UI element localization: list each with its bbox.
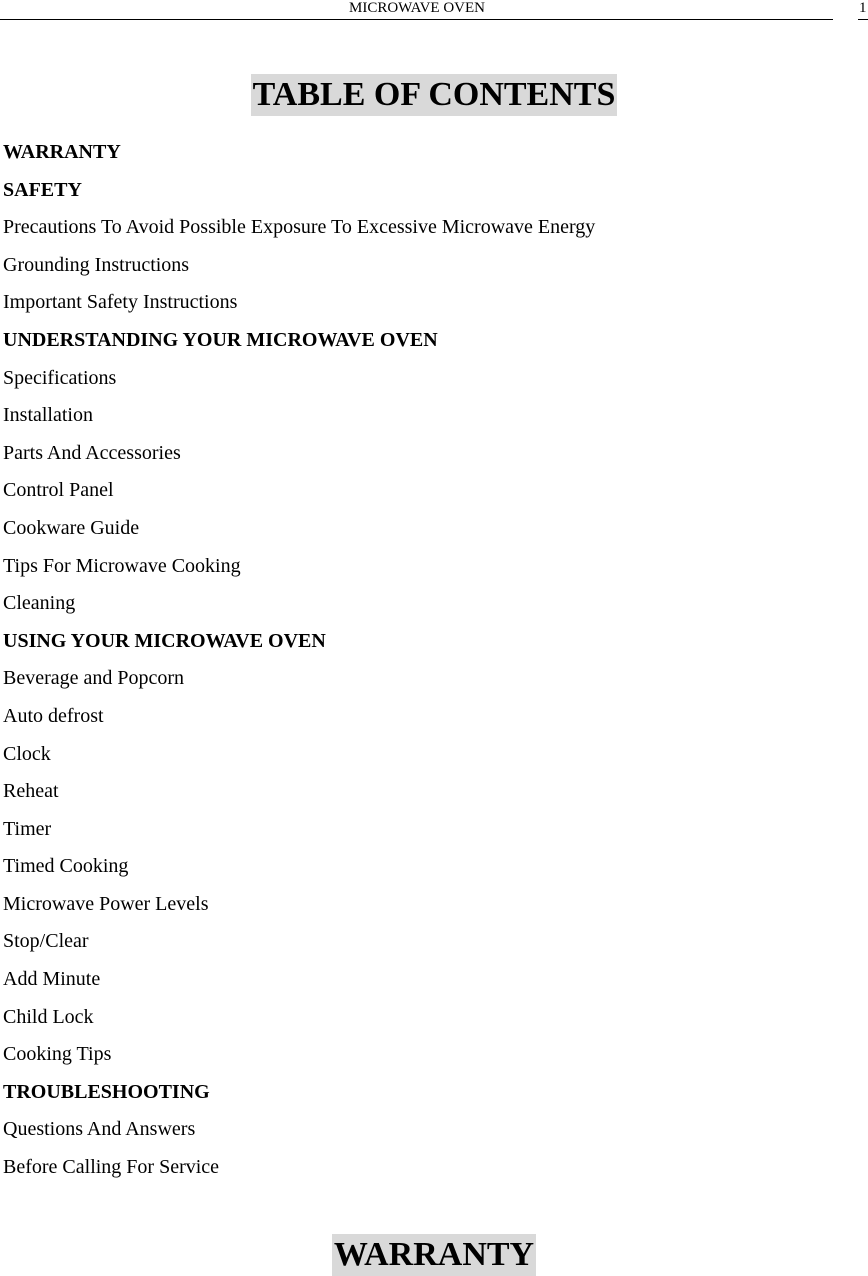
page-number: 1	[859, 0, 867, 16]
toc-section-heading: USING YOUR MICROWAVE OVEN	[3, 629, 326, 652]
toc-entry: Cookware Guide	[3, 516, 140, 539]
toc-section-heading: SAFETY	[3, 178, 82, 201]
toc-entry: Before Calling For Service	[3, 1156, 220, 1179]
toc-list	[3, 136, 595, 1189]
toc-entry: Auto defrost	[3, 704, 104, 727]
toc-entry: Control Panel	[3, 479, 114, 502]
toc-entry: Parts And Accessories	[3, 441, 181, 464]
running-header-title: MICROWAVE OVEN	[349, 0, 485, 16]
toc-entry: Installation	[3, 404, 93, 427]
warranty-heading-text: WARRANTY	[332, 1234, 536, 1276]
toc-entry: Precautions To Avoid Possible Exposure To Excessive Microwave Energy	[3, 216, 596, 239]
toc-entry: Reheat	[3, 780, 59, 803]
toc-entry: Add Minute	[3, 968, 101, 991]
page-number-rule	[858, 19, 868, 20]
toc-section-heading: TROUBLESHOOTING	[3, 1080, 210, 1103]
toc-entry: Timed Cooking	[3, 855, 129, 878]
toc-heading	[0, 74, 868, 116]
toc-heading-text: TABLE OF CONTENTS	[251, 74, 618, 116]
header-rule	[0, 19, 833, 20]
toc-entry: Tips For Microwave Cooking	[3, 554, 241, 577]
toc-entry: Beverage and Popcorn	[3, 667, 185, 690]
toc-entry: Child Lock	[3, 1005, 94, 1028]
toc-entry: Timer	[3, 817, 52, 840]
toc-entry: Important Safety Instructions	[3, 291, 238, 314]
toc-entry: Microwave Power Levels	[3, 892, 209, 915]
toc-entry: Cleaning	[3, 592, 76, 615]
toc-entry: Clock	[3, 742, 51, 765]
toc-entry: Specifications	[3, 366, 117, 389]
toc-section-heading: UNDERSTANDING YOUR MICROWAVE OVEN	[3, 328, 438, 351]
toc-entry: Stop/Clear	[3, 930, 89, 953]
toc-entry: Questions And Answers	[3, 1118, 196, 1141]
toc-entry: Cooking Tips	[3, 1043, 112, 1066]
toc-entry: Grounding Instructions	[3, 253, 190, 276]
toc-section-heading: WARRANTY	[3, 141, 121, 163]
